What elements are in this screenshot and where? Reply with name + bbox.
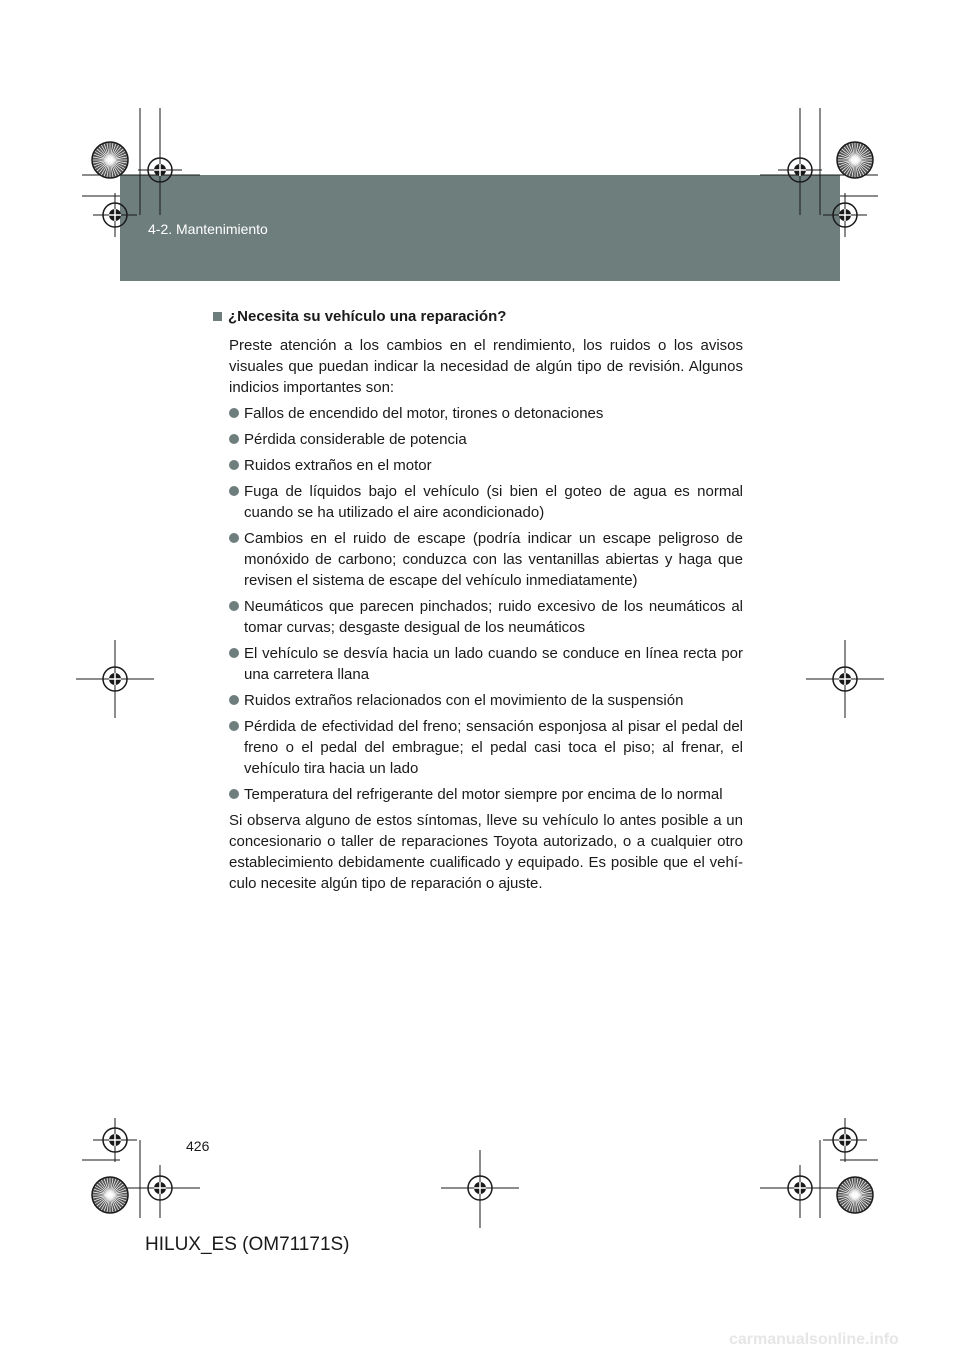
list-item — [229, 784, 743, 805]
list-item-text: Cambios en el ruido de escape (podría indicar un escape peligroso de monóxido de carbono; conduzca con las ventanillas abiertas y haga que revisen el sistema de escape del vehículo inmediatamente) — [244, 530, 743, 589]
list-item-text: El vehículo se desvía hacia un lado cuando se conduce en línea recta por una carretera llana — [244, 645, 743, 683]
registration-mark-icon — [778, 1166, 822, 1210]
list-item-text: Temperatura del refrigerante del motor siempre por encima de lo normal — [244, 786, 723, 803]
round-bullet-icon — [229, 486, 239, 496]
registration-mark-icon — [93, 193, 137, 237]
round-bullet-icon — [229, 460, 239, 470]
page-number: 426 — [186, 1138, 210, 1154]
list-item — [229, 528, 743, 591]
registration-mark-icon — [837, 1177, 873, 1213]
registration-mark-icon — [778, 148, 822, 192]
registration-mark-icon — [92, 142, 128, 178]
registration-mark-icon — [138, 1166, 182, 1210]
square-bullet-icon — [213, 312, 222, 321]
registration-mark-icon — [92, 1177, 128, 1213]
registration-mark-icon — [93, 1118, 137, 1162]
list-item-text: Fallos de encendido del motor, tirones o detonaciones — [244, 405, 604, 422]
registration-mark-icon — [458, 1166, 502, 1210]
round-bullet-icon — [229, 434, 239, 444]
list-item-text: Fuga de líquidos bajo el vehículo (si bien el goteo de agua es normal cuando se ha utilizado el aire acondicionado) — [244, 483, 743, 521]
list-item — [229, 643, 743, 685]
section-heading-text: ¿Necesita su vehículo una reparación? — [228, 308, 507, 325]
footer-code: HILUX_ES (OM71171S) — [145, 1234, 350, 1255]
list-item — [229, 481, 743, 523]
section-heading — [213, 306, 743, 327]
round-bullet-icon — [229, 695, 239, 705]
list-item — [229, 429, 743, 450]
list-item-text: Pérdida de efectividad del freno; sensación esponjosa al pisar el pedal del freno o el pedal del embrague; el pedal casi toca el piso; al frenar, el vehículo tira hacia un lado — [244, 718, 743, 777]
article — [213, 306, 743, 899]
intro-paragraph: Preste atención a los cambios en el rendimiento, los ruidos o los avisos visuales que puedan indicar la necesidad de algún tipo de revisión. Algunos indicios importantes son: — [229, 337, 743, 396]
list-item — [229, 716, 743, 779]
list-item-text: Neumáticos que parecen pinchados; ruido excesivo de los neumáticos al tomar curvas; desgaste desigual de los neumáticos — [244, 598, 743, 636]
round-bullet-icon — [229, 648, 239, 658]
list-item — [229, 596, 743, 638]
file-stamp: HILUX_ES.book Page 426 Wednesday, March 23, 2011 4:15 PM — [176, 166, 491, 176]
list-item — [229, 403, 743, 424]
list-item-text: Ruidos extraños en el motor — [244, 457, 432, 474]
round-bullet-icon — [229, 533, 239, 543]
symptom-list — [213, 403, 743, 805]
registration-mark-icon — [823, 657, 867, 701]
registration-mark-icon — [138, 148, 182, 192]
watermark: carmanualsonline.info — [729, 1331, 899, 1348]
list-item — [229, 455, 743, 476]
round-bullet-icon — [229, 721, 239, 731]
closing-paragraph: Si observa alguno de estos síntomas, lleve su vehículo lo antes posible a un concesionario o taller de reparaciones Toyota autorizado, o a cualquier otro establecimiento debidamente cualificado y equipado. Es posible que el vehí-culo necesite algún tipo de reparación o ajuste. — [229, 812, 743, 892]
round-bullet-icon — [229, 601, 239, 611]
list-item-text: Pérdida considerable de potencia — [244, 431, 467, 448]
registration-mark-icon — [823, 1118, 867, 1162]
round-bullet-icon — [229, 789, 239, 799]
list-item-text: Ruidos extraños relacionados con el movimiento de la suspensión — [244, 692, 684, 709]
registration-mark-icon — [837, 142, 873, 178]
registration-mark-icon — [93, 657, 137, 701]
registration-mark-icon — [823, 193, 867, 237]
round-bullet-icon — [229, 408, 239, 418]
section-label: 4-2. Mantenimiento — [148, 221, 268, 237]
list-item — [229, 690, 743, 711]
